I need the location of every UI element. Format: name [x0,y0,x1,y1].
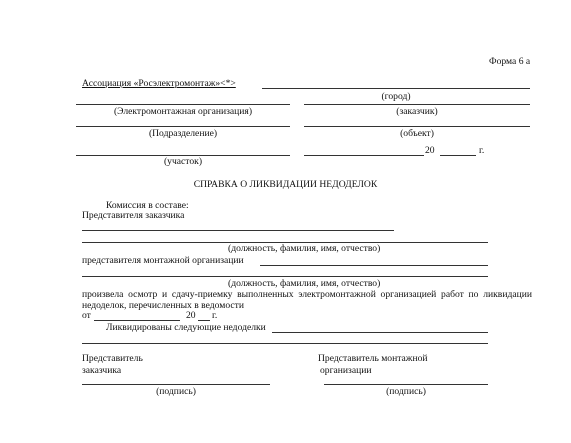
inspection-paragraph: произвела осмотр и сдачу-приемку выполненных электромонтажной организацией работ по ликвидации недоделок, перечисленных в ведомости [82,289,532,311]
document-title: СПРАВКА О ЛИКВИДАЦИИ НЕДОДЕЛОК [193,179,378,190]
city-caption: (город) [381,91,411,102]
installer-rep-label: представителя монтажной организации [82,255,244,266]
left-signature-title-line2: заказчика [82,365,122,376]
left-signature-line[interactable] [82,384,270,385]
division-line[interactable] [76,126,290,127]
object-line[interactable] [304,126,530,127]
date-year-prefix: 20 [425,145,435,156]
position-caption-2: (должность, фамилия, имя, отчество) [228,278,381,289]
association-name: Ассоциация «Росэлектромонтаж»<*> [82,78,236,89]
from-label: от [82,310,91,321]
right-signature-caption: (подпись) [386,386,426,397]
right-signature-title-line1: Представитель монтажной [318,353,428,364]
city-line[interactable] [262,88,530,89]
division-caption: (Подразделение) [148,128,218,139]
object-caption: (объект) [400,128,434,139]
section-caption: (участок) [163,156,203,167]
from-year-line[interactable] [198,320,210,321]
installer-rep-line-2[interactable] [82,276,488,277]
date-year-line[interactable] [440,155,476,156]
from-date-line[interactable] [94,320,180,321]
organization-caption: (Электромонтажная организация) [113,106,253,117]
left-signature-title-line1: Представитель [82,353,143,364]
customer-caption: (заказчик) [396,106,438,117]
date-year-suffix: г. [479,145,485,156]
organization-line[interactable] [76,104,290,105]
eliminated-label: Ликвидированы следующие недоделки [106,322,266,333]
from-year-suffix: г. [212,310,218,321]
right-signature-title-line2: организации [320,365,372,376]
date-line[interactable] [304,155,424,156]
customer-rep-line-1[interactable] [82,230,394,231]
right-signature-line[interactable] [324,384,488,385]
eliminated-line-1[interactable] [272,332,488,333]
commission-label: Комиссия в составе: [106,200,189,211]
customer-line[interactable] [304,104,530,105]
installer-rep-line-1[interactable] [260,265,488,266]
customer-rep-label: Представителя заказчика [82,210,185,221]
eliminated-line-2[interactable] [82,343,488,344]
position-caption-1: (должность, фамилия, имя, отчество) [228,243,381,254]
form-label: Форма 6 а [489,56,531,67]
from-year-prefix: 20 [186,310,196,321]
left-signature-caption: (подпись) [156,386,196,397]
